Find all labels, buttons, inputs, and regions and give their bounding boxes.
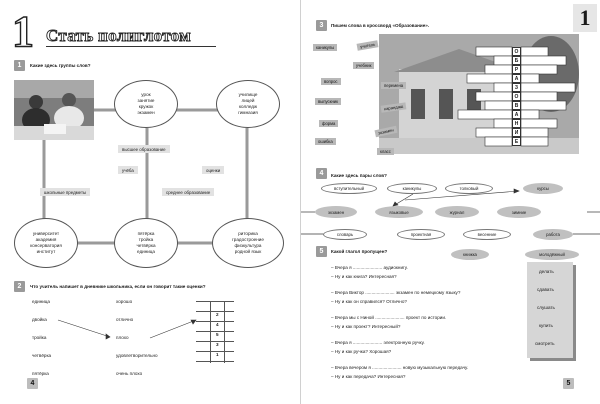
crossword-word: форма (319, 120, 338, 127)
grade-digit: 2 (216, 312, 219, 317)
dialog-line: – Ну и как ручка? Хорошая? (331, 349, 392, 354)
pair-word: словарь (323, 229, 367, 240)
pair-word: каникулы (387, 183, 437, 194)
dialog-line: – Ну и как он справился? Отлично? (331, 299, 407, 304)
grade-word: единица (32, 299, 50, 304)
oval-universities: университет академия консерватория институт (14, 218, 78, 268)
crossword-word: ошибка (315, 138, 336, 145)
label-school-subjects: школьные предметы (40, 188, 90, 196)
grade-description: плохо (116, 335, 129, 340)
label-secondary-education: среднее образование (162, 188, 214, 196)
dialog-line: – Вчера я ....................... электронную ручку. (331, 340, 425, 345)
grade-word: пятёрка (32, 371, 49, 376)
verb: сдавать (537, 287, 554, 292)
verb: делать (539, 269, 554, 274)
exercise-question: Что учитель напишет в дневнике школьника, если он говорит такие оценки? (30, 284, 206, 289)
grade-word: четвёрка (32, 353, 52, 358)
hint-word: молодёжный (525, 249, 579, 260)
dialog-line: – Вчера я ....................... аудиокнигу. (331, 265, 408, 270)
label-grades: оценки (202, 166, 224, 174)
crossword-word: каникулы (313, 44, 337, 51)
grade-description: хорошо (116, 299, 133, 304)
crossword-word: перемена (381, 82, 406, 89)
crossword-word: экзамен (375, 126, 398, 137)
verb: слушать (537, 305, 555, 310)
pair-word: толковый (445, 183, 493, 194)
chapter-tab: 1 (573, 4, 597, 32)
dialog-line: – Ну и как проект? Интересный? (331, 324, 401, 329)
page-number: 5 (563, 378, 574, 389)
oval-disciplines: риторика градостроение физкультура родной язык (212, 218, 284, 268)
grade-digit: 5 (216, 332, 219, 337)
label-study: учёба (118, 166, 138, 174)
crossword-word: класс (377, 148, 394, 155)
dialog-line: – Вчера Виктор ....................... экзамен по немецкому языку? (331, 290, 461, 295)
chapter-number: 1 (12, 7, 34, 56)
grade-description: очень плохо (116, 371, 143, 376)
pair-word: зимние (497, 206, 541, 218)
exercise-number: 4 (316, 168, 327, 179)
dialog-line: – Ну и как передача? Интересная? (331, 374, 406, 379)
pair-word: проектная (397, 229, 445, 240)
crossword-word: карандаш (381, 102, 407, 112)
grade-digit: 1 (216, 352, 219, 357)
pair-word: экзамен (315, 206, 357, 218)
chapter-title: Стать полиглотом (46, 26, 192, 45)
hint-word: книжка (451, 249, 489, 260)
pair-word: работа (533, 229, 573, 240)
verb: смотреть (535, 341, 555, 346)
grade-word: двойка (32, 317, 47, 322)
exercise-number: 2 (14, 281, 25, 292)
dialog-line: – Вчера вечером я ....................... новую музыкальную передачу. (331, 365, 469, 370)
pair-word: вступительный (321, 183, 377, 194)
crossword-word: вопрос (321, 78, 341, 85)
right-page: 1 3 Пишем слова в кроссворд «Образование». О Б Р А З О В А Н И Е каникулы учитель учебник вопрос перемена выпускник карандаш форма экзамен ошибка класс 4 Какие здесь пары слов? вступительный каникулы толковый курсы экзамен языковые журнал зимние словарь проектная весенние работа 5 Какой глагол пропущен? книжка молодёжный – Вчера я ....................... аудиокнигу. – Ну и как книга? Интересная? – Вчера Виктор ....................... экзамен по немецкому языку? – Ну и как он справился? Отлично? – Вчера мы с Ниной ....................... проект по истории. – Ну и как проект? Интересный? – Вчера я ....................... электронную ручку. – Ну и как ручка? Хорошая? – Вчера вечером я ....................... новую музыкальную передачу. – Ну и как передача? Интересная? делать сдавать слушать купить смотреть 5 (300, 0, 600, 404)
crossword-word: учебник (353, 62, 374, 69)
pair-word: языковые (375, 206, 423, 218)
verb: купить (539, 323, 553, 328)
dialog-line: – Вчера мы с Ниной ....................... проект по истории. (331, 315, 447, 320)
exercise-number: 1 (14, 60, 25, 71)
crossword-word: выпускник (315, 98, 341, 105)
exercise-question: Какие здесь группы слов? (30, 63, 91, 68)
exercise-question: Какие здесь пары слов? (331, 173, 387, 178)
grade-description: удовлетворительно (116, 353, 158, 358)
grade-digit: 4 (216, 322, 219, 327)
pair-word: журнал (435, 206, 479, 218)
oval-schools: училище лицей колледж гимназия (216, 80, 280, 128)
exercise-number: 5 (316, 246, 327, 257)
oval-grades: пятёрка тройка четвёрка единица (114, 218, 178, 268)
exercise-number: 3 (316, 20, 327, 31)
exercise-instruction: Пишем слова в кроссворд «Образование». (331, 23, 430, 28)
grade-description: отлично (116, 317, 134, 322)
grade-digit: 3 (216, 342, 219, 347)
pair-word: курсы (523, 183, 563, 194)
oval-subjects: урок занятие кружок экзамен (114, 80, 178, 128)
page-number: 4 (27, 378, 38, 389)
dialog-line: – Ну и как книга? Интересная? (331, 274, 397, 279)
crossword-word: учитель (357, 40, 379, 51)
exercise-question: Какой глагол пропущен? (331, 249, 388, 254)
label-higher-education: высшее образование (118, 145, 170, 153)
pair-word: весенние (463, 229, 511, 240)
verbs-box (527, 262, 573, 358)
grade-word: тройка (32, 335, 47, 340)
